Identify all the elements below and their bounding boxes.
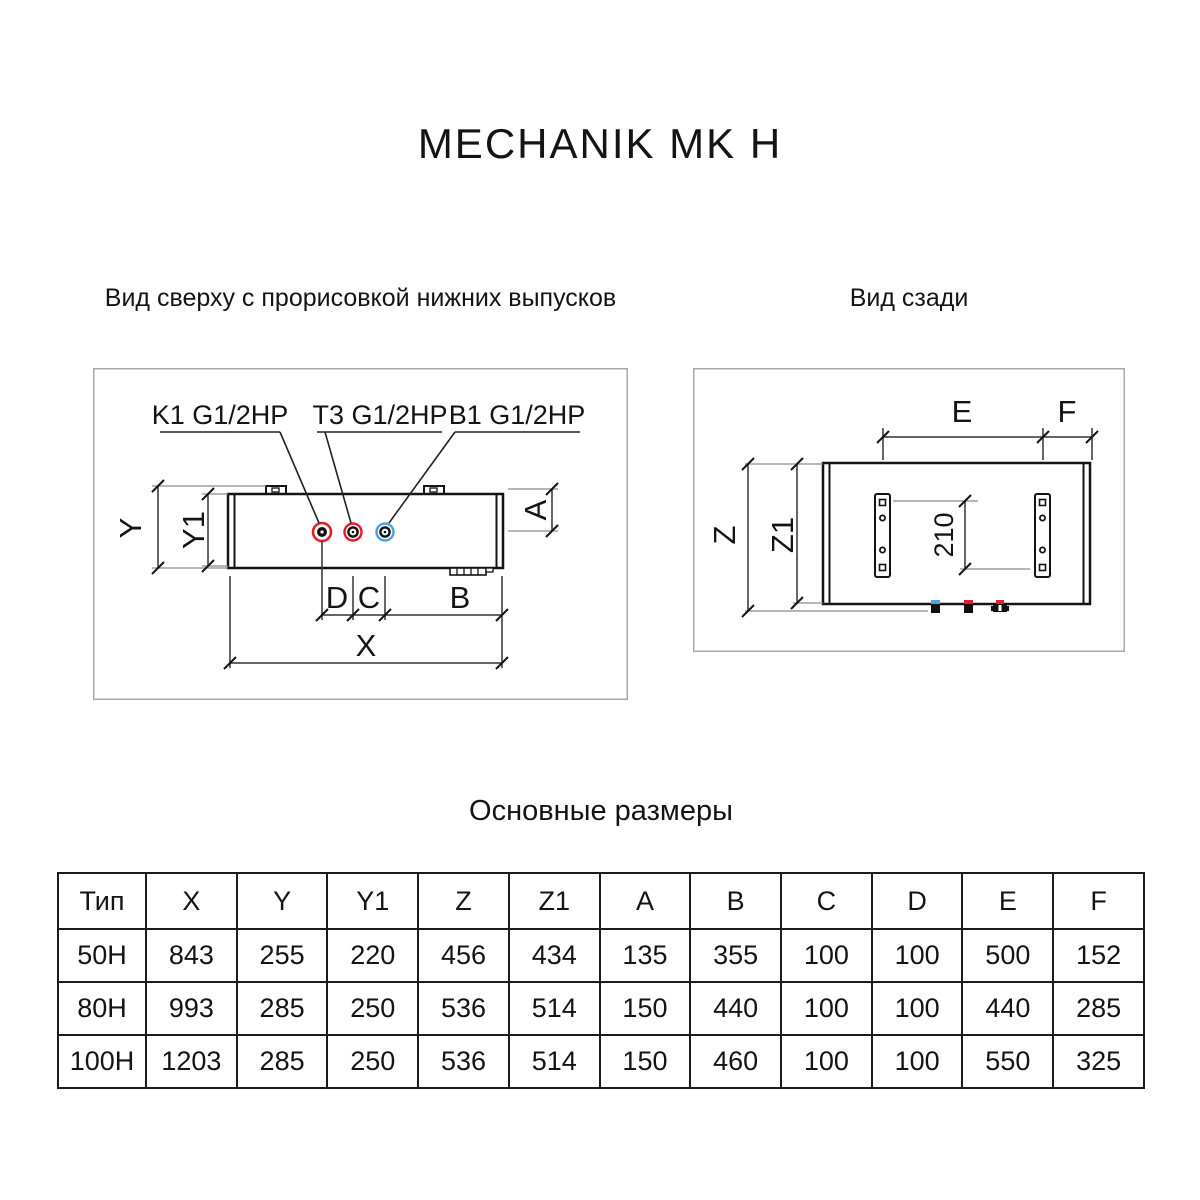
bracket-slot <box>1040 500 1046 506</box>
table-cell: 220 <box>327 929 418 982</box>
bracket-slot <box>880 500 886 506</box>
top-view-caption: Вид сверху с прорисовкой нижних выпусков <box>104 284 617 312</box>
port-label-t3: T3 G1/2HP <box>312 400 448 430</box>
table-cell: 255 <box>237 929 328 982</box>
rear-view-drawing <box>693 368 1125 652</box>
dim-label-z: Z <box>707 525 742 545</box>
table-cell: 150 <box>600 1035 691 1088</box>
table-cell: 250 <box>327 1035 418 1088</box>
table-cell: 536 <box>418 1035 509 1088</box>
valve-flange <box>1007 606 1009 611</box>
table-cell: 325 <box>1053 1035 1144 1088</box>
table-cell: 100 <box>872 982 963 1035</box>
rear-view-caption: Вид сзади <box>849 284 969 312</box>
table-cell: 993 <box>146 982 237 1035</box>
valve-slit <box>999 605 1002 611</box>
pipe-stub <box>964 604 973 613</box>
dim-label-e: E <box>951 394 973 429</box>
col-header-z1: Z1 <box>509 873 600 929</box>
table-cell: 355 <box>690 929 781 982</box>
bracket-hole <box>880 547 885 552</box>
table-cell: 50H <box>58 929 146 982</box>
table-cell: 843 <box>146 929 237 982</box>
tab-slot <box>272 488 279 492</box>
table-cell: 285 <box>237 982 328 1035</box>
port-k1-icon <box>313 523 331 541</box>
bracket-hole <box>1040 547 1045 552</box>
bracket-slot <box>880 565 886 571</box>
table-cell: 456 <box>418 929 509 982</box>
port-b1-icon <box>377 524 394 541</box>
table-cell: 285 <box>237 1035 328 1088</box>
col-header-type: Тип <box>58 873 146 929</box>
table-cell: 536 <box>418 982 509 1035</box>
table-cell: 100H <box>58 1035 146 1088</box>
table-cell: 250 <box>327 982 418 1035</box>
table-cell: 1203 <box>146 1035 237 1088</box>
dim-label-z1: Z1 <box>765 516 800 554</box>
table-cell: 100 <box>781 929 872 982</box>
tab-slot <box>430 488 437 492</box>
table-cell: 100 <box>872 1035 963 1088</box>
dim-label-d: D <box>325 580 349 615</box>
bracket-hole <box>880 515 885 520</box>
table-row-80h <box>58 982 1144 1035</box>
page-title: MECHANIK MK H <box>417 120 783 167</box>
pipe-mark-valve <box>996 600 1004 604</box>
dim-label-y: Y <box>113 517 148 539</box>
heater-body-top-view <box>228 486 503 575</box>
table-cell: 285 <box>1053 982 1144 1035</box>
table-cell: 152 <box>1053 929 1144 982</box>
col-header-d: D <box>872 873 963 929</box>
col-header-f: F <box>1053 873 1144 929</box>
dim-label-c: C <box>357 580 381 615</box>
port-t3-icon <box>345 524 362 541</box>
port-label-k1: K1 G1/2HP <box>151 400 289 430</box>
table-row-100h <box>58 1035 1144 1088</box>
body-shell <box>228 494 503 568</box>
table-cell: 100 <box>781 982 872 1035</box>
dim-label-210: 210 <box>929 512 959 558</box>
col-header-y: Y <box>237 873 328 929</box>
table-cell: 500 <box>962 929 1053 982</box>
pipe-stub <box>931 604 940 613</box>
col-header-y1: Y1 <box>327 873 418 929</box>
table-header-row <box>58 873 1144 929</box>
mounting-bracket-left <box>875 494 890 577</box>
table-cell: 514 <box>509 1035 600 1088</box>
col-header-b: B <box>690 873 781 929</box>
dimensions-table <box>57 872 1145 1089</box>
col-header-a: A <box>600 873 691 929</box>
dim-label-x: X <box>355 628 377 663</box>
table-cell: 440 <box>962 982 1053 1035</box>
dim-label-b: B <box>449 580 471 615</box>
port-pin <box>352 531 355 534</box>
table-cell: 80H <box>58 982 146 1035</box>
col-header-z: Z <box>418 873 509 929</box>
table-cell: 440 <box>690 982 781 1035</box>
pipe-mark-hot <box>964 600 973 604</box>
dim-label-f: F <box>1057 394 1077 429</box>
valve-flange <box>991 606 993 611</box>
step-detail <box>486 568 493 572</box>
dim-label-y1: Y1 <box>176 511 211 549</box>
ribbed-detail <box>450 568 486 575</box>
bracket-slot <box>1040 565 1046 571</box>
bracket-hole <box>1040 515 1045 520</box>
table-cell: 100 <box>872 929 963 982</box>
pipe-mark-cold <box>931 600 940 604</box>
dim-label-a: A <box>518 499 553 521</box>
mounting-bracket-right <box>1035 494 1050 577</box>
col-header-c: C <box>781 873 872 929</box>
port-pin <box>384 531 387 534</box>
col-header-x: X <box>146 873 237 929</box>
table-cell: 135 <box>600 929 691 982</box>
table-cell: 150 <box>600 982 691 1035</box>
col-header-e: E <box>962 873 1053 929</box>
table-cell: 550 <box>962 1035 1053 1088</box>
table-cell: 514 <box>509 982 600 1035</box>
table-cell: 434 <box>509 929 600 982</box>
table-title: Основные размеры <box>469 795 733 827</box>
port-label-b1: B1 G1/2HP <box>448 400 586 430</box>
table-cell: 460 <box>690 1035 781 1088</box>
table-row-50h <box>58 929 1144 982</box>
port-pin <box>320 530 323 533</box>
table-cell: 100 <box>781 1035 872 1088</box>
top-view-drawing <box>93 368 628 700</box>
